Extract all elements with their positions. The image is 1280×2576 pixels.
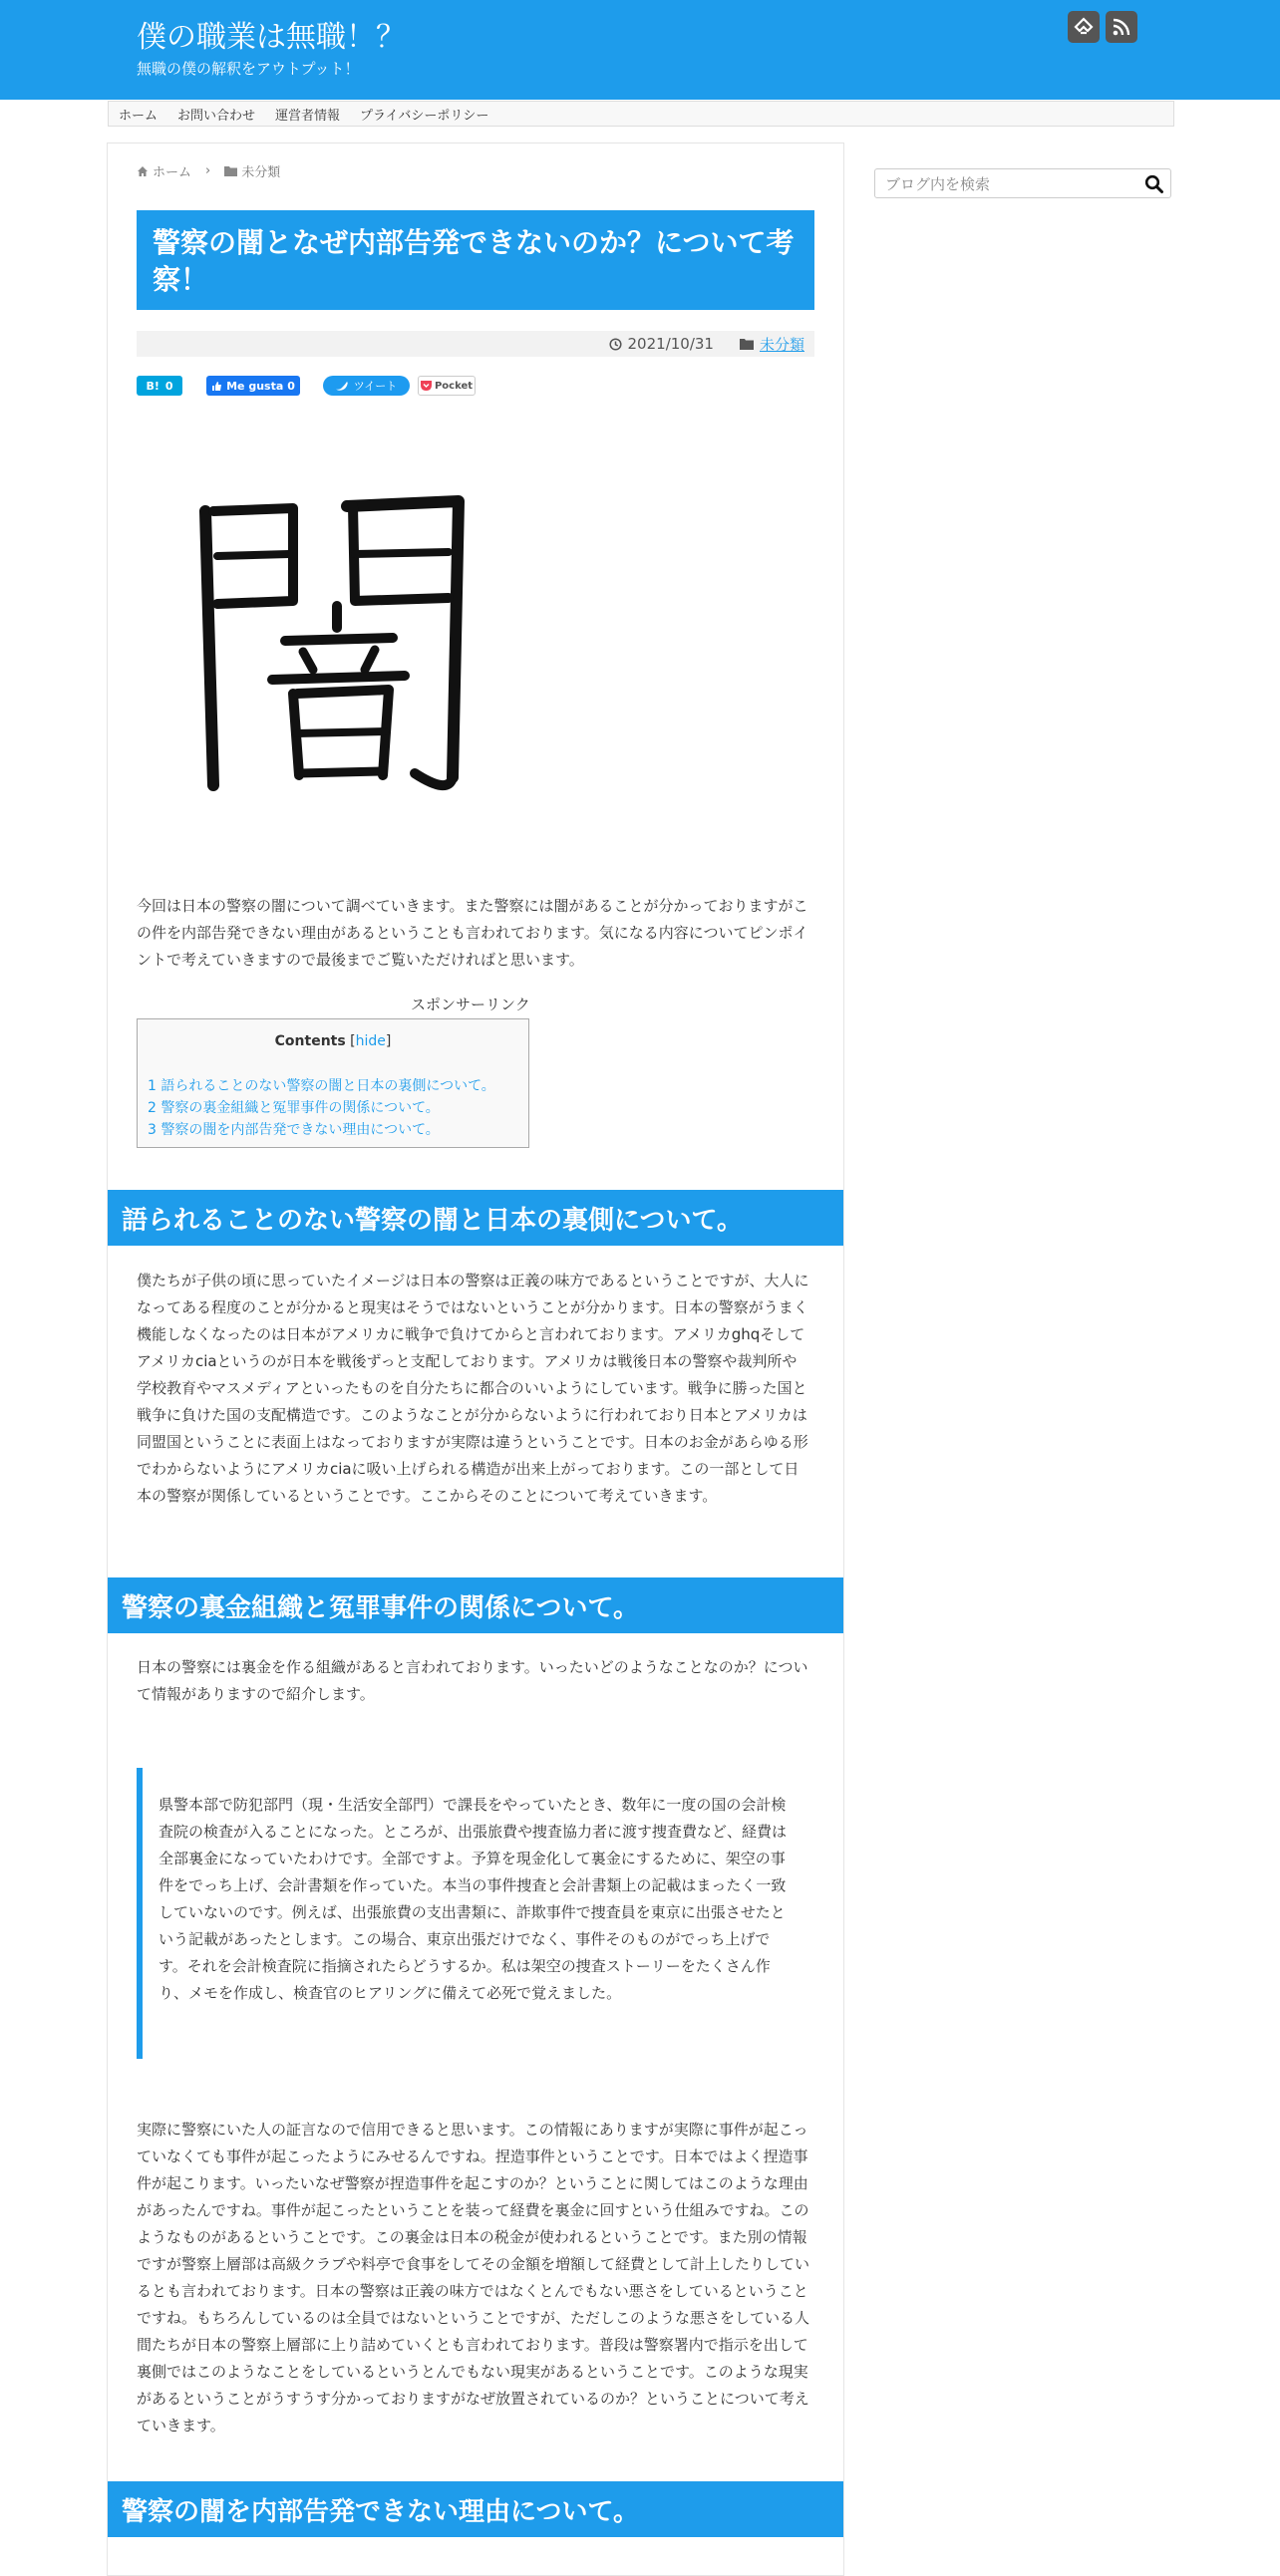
- pocket-label: Pocket: [434, 380, 474, 392]
- toc-title: Contents: [274, 1033, 346, 1049]
- facebook-like-button[interactable]: [206, 376, 300, 396]
- pocket-icon: [421, 381, 432, 391]
- toc-item-2[interactable]: 2 警察の裏金組織と冤罪事件の関係について。: [148, 1100, 440, 1116]
- toc-hide-toggle[interactable]: hide: [355, 1033, 386, 1049]
- toc-heading: Contents [hide]: [274, 1033, 392, 1049]
- section-heading-3: 警察の闇を内部告発できない理由について。: [108, 2481, 843, 2537]
- post-category-link[interactable]: 未分類: [759, 335, 804, 354]
- sidebar-search: [874, 168, 1171, 198]
- table-of-contents: [137, 1018, 529, 1148]
- post-meta: [137, 331, 814, 357]
- folder-icon: [740, 338, 754, 350]
- hatena-count: 0: [164, 379, 173, 393]
- section-2-followup-paragraph: 実際に警察にいた人の証言なので信用できると思います。この情報にありますが実際に事件が起こっていなくても事件が起こったようにみせるんですね。捏造事件ということです。日本ではよく捏造事件が起こります。いったいなぜ警察が捏造事件を起こすのか？ということに関してはこのような理由があったんですね。事件が起こったということを装って経費を裏金に回すという仕組みですね。このようなものがあるということです。この裏金は日本の税金が使われるということです。また別の情報ですが警察上層部は高級クラブや料亭で食事をしてその金額を増額して経費として計上したりしているとも言われております。日本の警察は正義の味方ではなくとんでもない悪さをしているということですね。もちろんしているのは全員ではないということですが、ただしこのような悪さをしている人間たちが日本の警察上層部に上り詰めていくとも言われております。普段は警察署内で指示を出して裏側ではこのようなことをしているというとんでもない現実があるということです。このような現実があるということがうすうす分かっておりますがなぜ放置されているのか？ということについて考えていきます。: [137, 2121, 810, 2434]
- rss-icon[interactable]: [1106, 11, 1137, 43]
- section-1-paragraph: 僕たちが子供の頃に思っていたイメージは日本の警察は正義の味方であるということですが、大人になってある程度のことが分かると現実はそうではないということが分かります。日本の警察がうまく機能しなくなったのは日本がアメリカに戦争で負けてからと言われております。アメリカghqそしてアメリカciaというのが日本を戦後ずっと支配しております。アメリカは戦後日本の警察や裁判所や学校教育やマスメディアといったものを自分たちに都合のいいようにしています。戦争に勝った国と戦争に負けた国の支配構造です。このようなことが分からないように行われており日本とアメリカは同盟国ということに表面上はなっておりますが実際は違うということです。日本のお金があらゆる形でわからないようにアメリカciaに吸い上げられる構造が出来上がっております。この一部として日本の警察が関係しているということです。ここからそのことについて考えていきます。: [137, 1272, 809, 1505]
- search-icon[interactable]: [1144, 174, 1164, 194]
- hatena-icon: B!: [146, 379, 160, 393]
- search-input[interactable]: [883, 169, 1136, 199]
- twitter-tweet-button[interactable]: [323, 376, 410, 396]
- breadcrumb-home[interactable]: ホーム: [153, 165, 192, 180]
- facebook-count: 0: [287, 379, 295, 393]
- post-title: 警察の闇となぜ内部告発できないのか？について考察！: [137, 210, 814, 310]
- feedly-icon[interactable]: [1068, 11, 1100, 43]
- section-heading-2: 警察の裏金組織と冤罪事件の関係について。: [108, 1577, 843, 1633]
- nav-privacy-policy[interactable]: プライバシーポリシー: [360, 108, 489, 124]
- chevron-right-icon: ›: [205, 163, 211, 178]
- toc-item-1[interactable]: 1 語られることのない警察の闇と日本の裏側について。: [148, 1078, 495, 1094]
- breadcrumb-category[interactable]: 未分類: [241, 165, 281, 180]
- hatena-bookmark-button[interactable]: [137, 376, 182, 396]
- site-header: [0, 0, 1280, 100]
- nav-operator-info[interactable]: 運営者情報: [275, 108, 341, 124]
- nav-home[interactable]: ホーム: [119, 108, 159, 124]
- twitter-bird-icon: [336, 381, 348, 391]
- global-nav: [108, 101, 1174, 127]
- clock-icon: [609, 338, 622, 351]
- eyecatch-image-darkness-kanji: [187, 456, 486, 795]
- site-description: 無職の僕の解釈をアウトプット！: [137, 60, 360, 78]
- sponsor-label: スポンサーリンク: [411, 996, 530, 1013]
- nav-contact[interactable]: お問い合わせ: [177, 108, 256, 124]
- site-title[interactable]: 僕の職業は無職！？: [137, 20, 406, 55]
- section-2-paragraph: 日本の警察には裏金を作る組織があると言われております。いったいどのようなことなのか？について情報がありますので紹介します。: [137, 1658, 808, 1703]
- twitter-label: ツイート: [353, 380, 398, 393]
- toc-item-3[interactable]: 3 警察の闇を内部告発できない理由について。: [148, 1122, 440, 1138]
- breadcrumb: [137, 161, 280, 180]
- home-icon: [137, 165, 149, 177]
- intro-paragraph: 今回は日本の警察の闇について調べていきます。また警察には闇があることが分かっておりますがこの件を内部告発できない理由があるということも言われております。気になる内容についてピンポイントで考えていきますので最後までご覧いただければと思います。: [137, 897, 808, 969]
- facebook-label: Me gusta: [226, 379, 284, 393]
- thumbs-up-icon: [211, 381, 222, 392]
- post-date: 2021/10/31: [627, 335, 714, 353]
- pocket-button[interactable]: [418, 376, 476, 396]
- blockquote: 県警本部で防犯部門（現・生活安全部門）で課長をやっていたとき、数年に一度の国の会計検査院の検査が入ることになった。ところが、出張旅費や捜査協力者に渡す捜査費など、経費は全部裏金になっていたわけです。全部ですよ。予算を現金化して裏金にするために、架空の事件をでっち上げ、会計書類を作っていた。本当の事件捜査と会計書類上の記載はまったく一致していないのです。例えば、出張旅費の支出書類に、詐欺事件で捜査員を東京に出張させたという記載があったとします。この場合、東京出張だけでなく、事件そのものがでっち上げです。それを会計検査院に指摘されたらどうするか。私は架空の捜査ストーリーをたくさん作り、メモを作成し、検査官のヒアリングに備えて必死で覚えました。: [137, 1768, 814, 2059]
- section-heading-1: 語られることのない警察の闇と日本の裏側について。: [108, 1190, 843, 1246]
- folder-icon: [224, 165, 237, 176]
